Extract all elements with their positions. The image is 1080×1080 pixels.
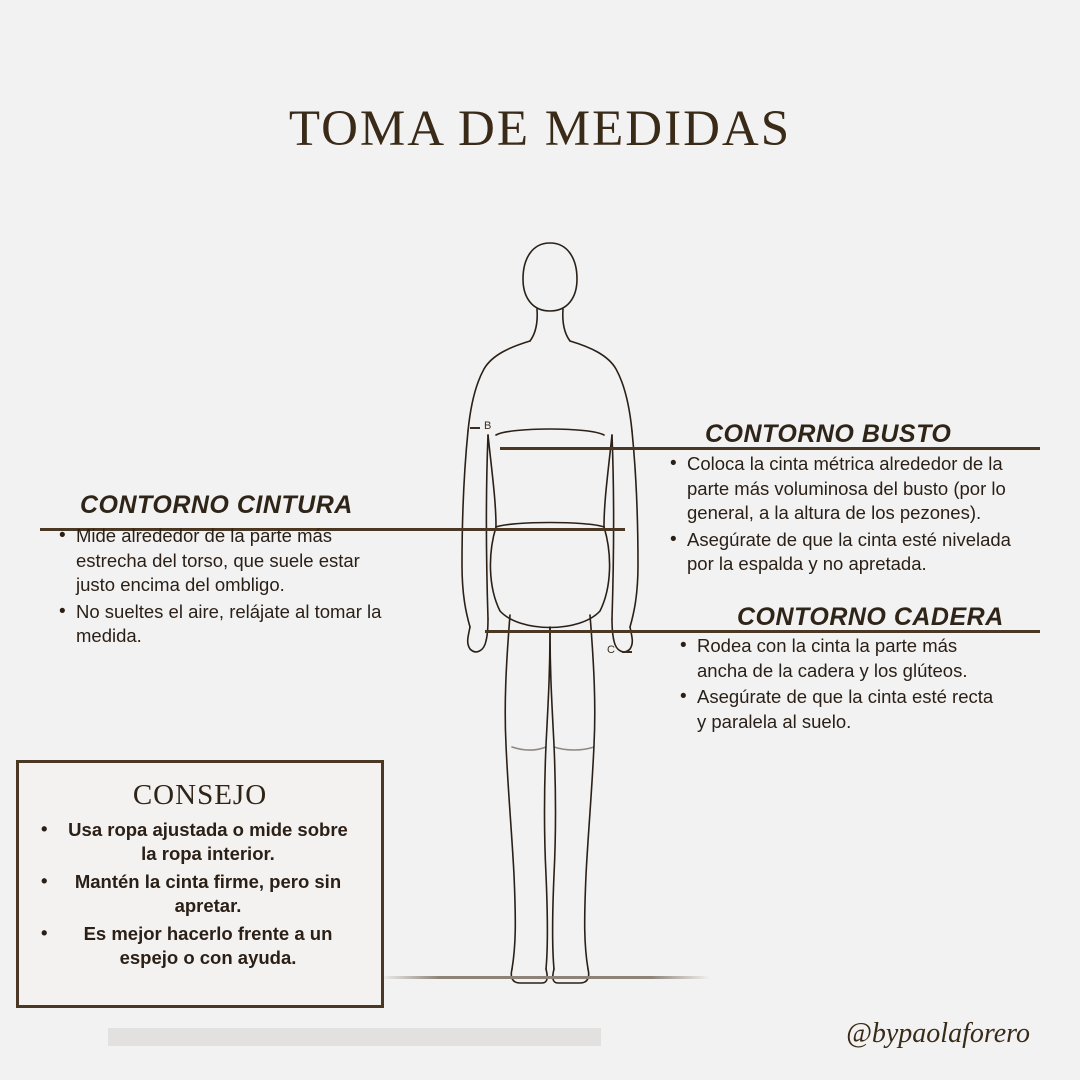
- bust-tag-label: B: [484, 420, 493, 432]
- list-item: • Mide alrededor de la parte más estrecha del torso, que suele estar justo encima del ombligo.: [76, 524, 400, 598]
- hip-tick-mark: [622, 651, 632, 653]
- section-bullets-bust: [666, 452, 1026, 579]
- body-figure-illustration: [400, 235, 700, 990]
- social-handle: @bypaolaforero: [846, 1018, 1030, 1049]
- list-item: • Asegúrate de que la cinta esté nivelada por la espalda y no apretada.: [687, 528, 1026, 577]
- list-item: • Es mejor hacerlo frente a un espejo o con ayuda.: [61, 922, 355, 971]
- ground-shadow: [380, 976, 710, 979]
- list-item: • Asegúrate de que la cinta esté recta y paralela al suelo.: [697, 685, 1006, 734]
- bust-tick-mark: [470, 427, 480, 429]
- page-title: TOMA DE MEDIDAS: [288, 101, 792, 157]
- section-heading-waist: CONTORNO CINTURA: [80, 491, 353, 519]
- hip-tag-label: C: [607, 644, 616, 656]
- tip-box: [16, 760, 384, 1008]
- tip-box-title: CONSEJO: [132, 779, 268, 811]
- section-bullets-waist: [55, 524, 400, 651]
- list-item: • Coloca la cinta métrica alrededor de la parte más voluminosa del busto (por lo general, a la altura de los pezones).: [687, 452, 1026, 526]
- list-item: • No sueltes el aire, relájate al tomar la medida.: [76, 600, 400, 649]
- section-heading-hip: CONTORNO CADERA: [737, 603, 1004, 631]
- footer-bar: [108, 1028, 601, 1046]
- list-item: • Mantén la cinta firme, pero sin apretar.: [61, 870, 355, 919]
- section-heading-bust: CONTORNO BUSTO: [705, 420, 952, 448]
- section-bullets-hip: [676, 634, 1006, 736]
- tip-box-list: [31, 818, 369, 970]
- list-item: • Usa ropa ajustada o mide sobre la ropa interior.: [61, 818, 355, 867]
- list-item: • Rodea con la cinta la parte más ancha de la cadera y los glúteos.: [697, 634, 1006, 683]
